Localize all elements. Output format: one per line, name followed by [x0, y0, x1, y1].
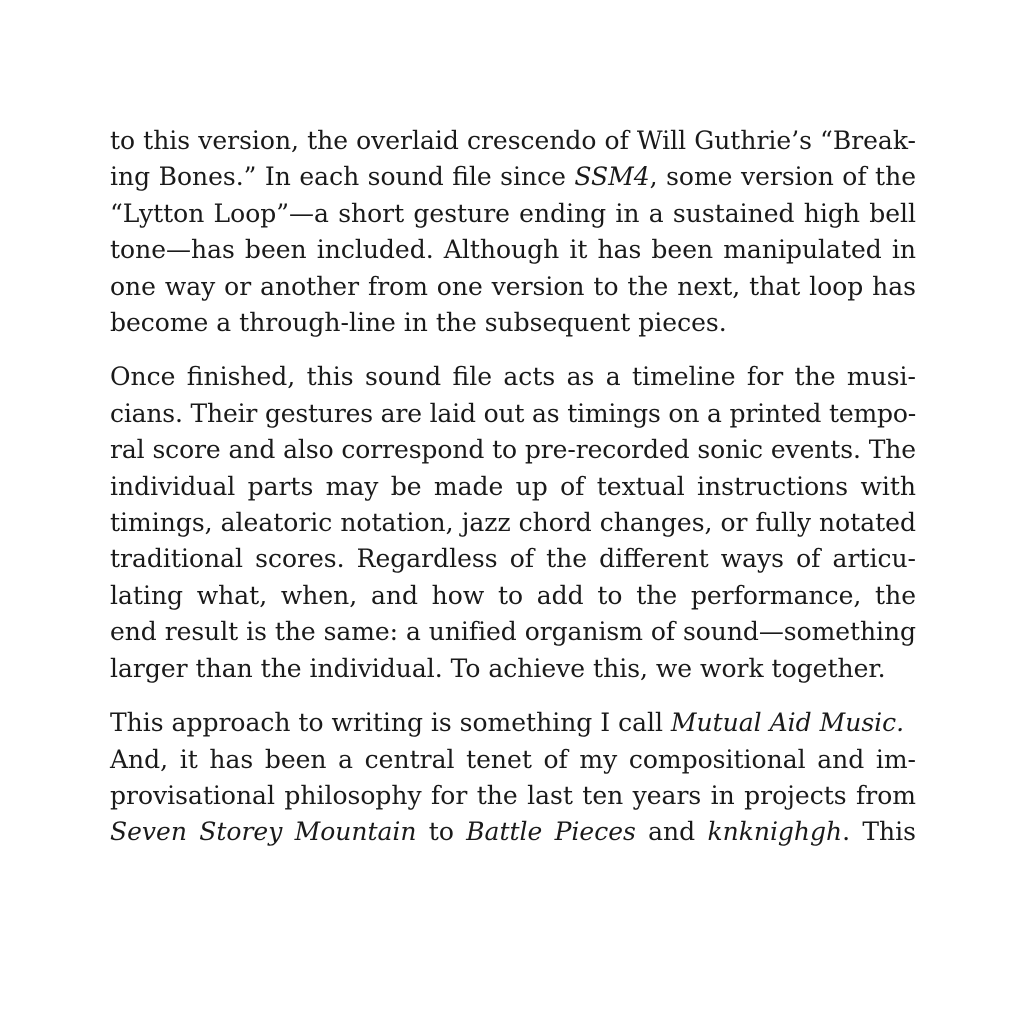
text-line — [110, 705, 916, 741]
text-line: “Lytton Loop”—a short gesture ending in a sustained high bell — [110, 198, 916, 228]
text-line: Once finished, this sound file acts as a timeline for the musi- — [110, 362, 916, 392]
text-segment: This approach to writing is something I call — [110, 708, 671, 738]
italic-title: Battle Pieces — [466, 817, 636, 847]
text-line: cians. Their gestures are laid out as timings on a printed tempo- — [110, 398, 916, 428]
text-line: And, it has been a central tenet of my compositional and im- — [110, 744, 916, 774]
text-line: individual parts may be made up of textual instructions with — [110, 471, 916, 501]
text-line: larger than the individual. To achieve this, we work together. — [110, 653, 886, 683]
paragraph-2 — [110, 359, 916, 687]
italic-title: Mutual Aid Music. — [670, 708, 905, 738]
text-segment: , some version of the — [649, 162, 916, 192]
text-line — [110, 814, 916, 850]
text-line: end result is the same: a unified organism of sound—something — [110, 617, 916, 647]
text-segment: . This — [842, 817, 916, 847]
text-line: provisational philosophy for the last ten years in projects from — [110, 780, 916, 810]
text-line: ral score and also correspond to pre-recorded sonic events. The — [110, 435, 917, 465]
text-line: to this version, the overlaid crescendo of Will Guthrie’s “Break- — [110, 126, 916, 155]
italic-title: Seven Storey Mountain — [110, 817, 417, 847]
paragraph-3 — [110, 705, 916, 851]
text-segment: ing Bones.” In each sound file since — [110, 162, 575, 192]
text-line: traditional scores. Regardless of the different ways of articu- — [110, 544, 916, 574]
italic-title: SSM4 — [574, 162, 650, 192]
italic-title: knknighgh — [707, 817, 843, 847]
text-line: become a through-line in the subsequent pieces. — [110, 308, 727, 338]
text-line — [110, 159, 916, 195]
text-line: tone—has been included. Although it has been manipulated in — [110, 235, 916, 265]
paragraph-1 — [110, 123, 916, 341]
text-line: lating what, when, and how to add to the performance, the — [110, 580, 916, 610]
document-page — [110, 123, 916, 869]
text-line: one way or another from one version to the next, that loop has — [110, 271, 916, 301]
text-segment: to — [416, 817, 467, 847]
text-segment: and — [635, 817, 708, 847]
text-line: timings, aleatoric notation, jazz chord changes, or fully notated — [110, 508, 916, 538]
